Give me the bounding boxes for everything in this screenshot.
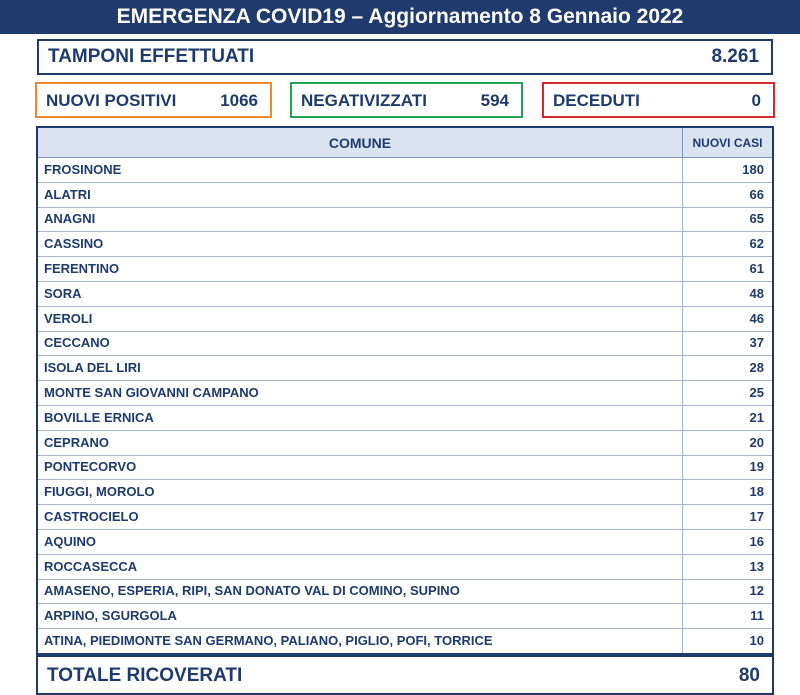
comune-cell: FIUGGI, MOROLO xyxy=(37,480,683,505)
cases-table xyxy=(36,126,774,655)
page-title: EMERGENZA COVID19 – Aggiornamento 8 Gennaio 2022 xyxy=(0,0,800,34)
nuovi-casi-cell: 16 xyxy=(683,529,774,554)
comune-cell: CASSINO xyxy=(37,232,683,257)
table-row xyxy=(37,480,773,505)
comune-cell: AMASENO, ESPERIA, RIPI, SAN DONATO VAL DI COMINO, SUPINO xyxy=(37,579,683,604)
deceduti-label: DECEDUTI xyxy=(553,91,640,110)
nuovi-positivi-value: 1066 xyxy=(220,91,258,110)
comune-cell: ALATRI xyxy=(37,182,683,207)
nuovi-casi-cell: 12 xyxy=(683,579,774,604)
table-row xyxy=(37,554,773,579)
comune-cell: MONTE SAN GIOVANNI CAMPANO xyxy=(37,381,683,406)
nuovi-casi-cell: 62 xyxy=(683,232,774,257)
nuovi-casi-cell: 18 xyxy=(683,480,774,505)
nuovi-casi-cell: 46 xyxy=(683,306,774,331)
table-row xyxy=(37,604,773,629)
comune-cell: ROCCASECCA xyxy=(37,554,683,579)
table-row xyxy=(37,158,773,183)
nuovi-casi-cell: 21 xyxy=(683,405,774,430)
nuovi-casi-cell: 61 xyxy=(683,257,774,282)
comune-cell: BOVILLE ERNICA xyxy=(37,405,683,430)
deceduti-value: 0 xyxy=(751,91,761,110)
table-row xyxy=(37,579,773,604)
comune-cell: FERENTINO xyxy=(37,257,683,282)
table-row xyxy=(37,281,773,306)
comune-cell: SORA xyxy=(37,281,683,306)
totale-ricoverati-value: 80 xyxy=(738,665,760,686)
table-row xyxy=(37,182,773,207)
nuovi-casi-cell: 11 xyxy=(683,604,774,629)
column-header-nuovi-casi: NUOVI CASI xyxy=(683,127,774,158)
comune-cell: ISOLA DEL LIRI xyxy=(37,356,683,381)
comune-cell: VEROLI xyxy=(37,306,683,331)
nuovi-casi-cell: 17 xyxy=(683,505,774,530)
totale-ricoverati-label: TOTALE RICOVERATI xyxy=(47,665,243,686)
table-row xyxy=(37,257,773,282)
comune-cell: PONTECORVO xyxy=(37,455,683,480)
comune-cell: CASTROCIELO xyxy=(37,505,683,530)
table-header-row xyxy=(37,127,773,158)
negativizzati-value: 594 xyxy=(480,91,509,110)
comune-cell: FROSINONE xyxy=(37,158,683,183)
table-row xyxy=(37,306,773,331)
column-header-comune: COMUNE xyxy=(37,127,683,158)
comune-cell: ANAGNI xyxy=(37,207,683,232)
comune-cell: CECCANO xyxy=(37,331,683,356)
table-row xyxy=(37,629,773,654)
comune-cell: ATINA, PIEDIMONTE SAN GERMANO, PALIANO, PIGLIO, POFI, TORRICE xyxy=(37,629,683,654)
comune-cell: CEPRANO xyxy=(37,430,683,455)
nuovi-casi-cell: 37 xyxy=(683,331,774,356)
table-row xyxy=(37,207,773,232)
deceduti-box xyxy=(542,82,775,118)
totale-ricoverati-box xyxy=(36,655,774,695)
table-row xyxy=(37,356,773,381)
nuovi-casi-cell: 10 xyxy=(683,629,774,654)
negativizzati-label: NEGATIVIZZATI xyxy=(301,91,427,110)
tamponi-label: TAMPONI EFFETTUATI xyxy=(48,46,255,67)
nuovi-casi-cell: 48 xyxy=(683,281,774,306)
table-row xyxy=(37,505,773,530)
table-row xyxy=(37,381,773,406)
nuovi-casi-cell: 20 xyxy=(683,430,774,455)
comune-cell: ARPINO, SGURGOLA xyxy=(37,604,683,629)
table-row xyxy=(37,430,773,455)
table-row xyxy=(37,455,773,480)
nuovi-casi-cell: 19 xyxy=(683,455,774,480)
negativizzati-box xyxy=(290,82,523,118)
table-row xyxy=(37,331,773,356)
table-row xyxy=(37,232,773,257)
table-row xyxy=(37,529,773,554)
tamponi-box xyxy=(37,39,773,75)
nuovi-positivi-label: NUOVI POSITIVI xyxy=(46,91,177,110)
comune-cell: AQUINO xyxy=(37,529,683,554)
nuovi-casi-cell: 25 xyxy=(683,381,774,406)
nuovi-casi-cell: 66 xyxy=(683,182,774,207)
nuovi-casi-cell: 28 xyxy=(683,356,774,381)
table-row xyxy=(37,405,773,430)
nuovi-casi-cell: 65 xyxy=(683,207,774,232)
nuovi-positivi-box xyxy=(35,82,272,118)
tamponi-value: 8.261 xyxy=(711,46,759,67)
nuovi-casi-cell: 13 xyxy=(683,554,774,579)
nuovi-casi-cell: 180 xyxy=(683,158,774,183)
